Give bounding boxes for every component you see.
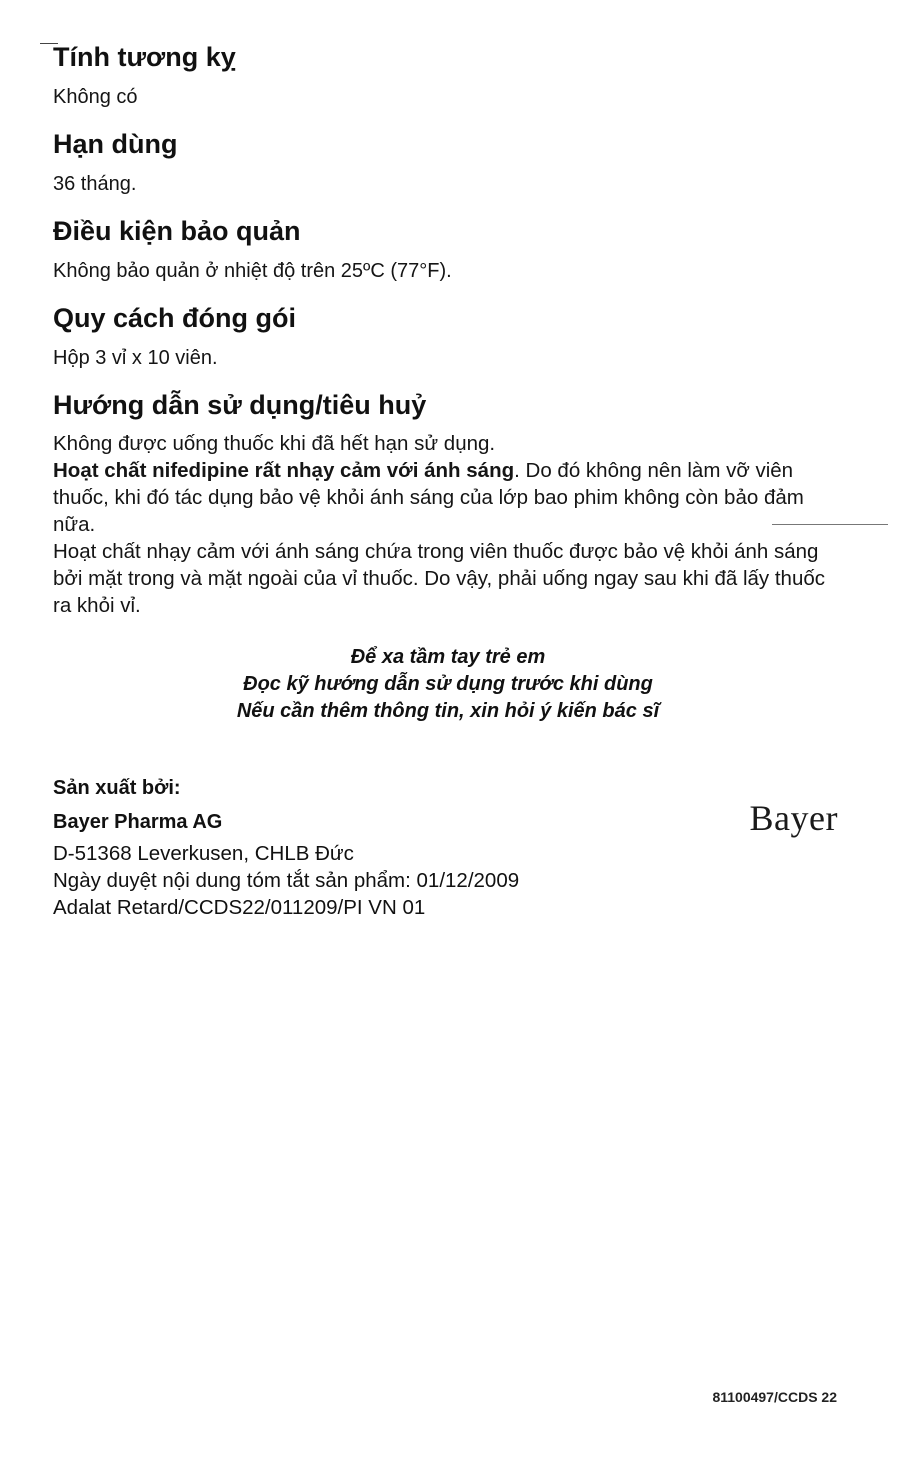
heading-usage-disposal: Hướng dẫn sử dụng/tiêu huỷ xyxy=(53,390,427,420)
warning-children: Để xa tầm tay trẻ em xyxy=(350,646,546,668)
manufacturer-address: D-51368 Leverkusen, CHLB Đức xyxy=(53,842,354,865)
approval-date: Ngày duyệt nội dung tóm tắt sản phẩm: 01/12/2009 xyxy=(53,869,520,892)
manufacturer-block xyxy=(53,776,843,921)
document-code: 81100497/CCDS 22 xyxy=(712,1389,837,1405)
warnings-block xyxy=(53,644,843,725)
text-usage-light-sensitivity xyxy=(53,457,843,538)
text-packaging: Hộp 3 vỉ x 10 viên. xyxy=(53,347,218,369)
text-usage-blister: Hoạt chất nhạy cảm với ánh sáng chứa trong viên thuốc được bảo vệ khỏi ánh sáng bởi mặt trong và mặt ngoài của vỉ thuốc. Do vậy, phải uống ngay sau khi đã lấy thuốc ra khỏi vỉ. xyxy=(53,540,826,617)
heading-storage: Điều kiện bảo quản xyxy=(53,216,301,246)
heading-shelf-life: Hạn dùng xyxy=(53,129,178,159)
warning-ask-doctor: Nếu cần thêm thông tin, xin hỏi ý kiến bác sĩ xyxy=(236,700,660,722)
warning-read-instructions: Đọc kỹ hướng dẫn sử dụng trước khi dùng xyxy=(243,673,653,695)
heading-incompatibility: Tính tương kỵ xyxy=(53,42,236,72)
leaflet-content xyxy=(53,40,843,725)
text-usage-expiry: Không được uống thuốc khi đã hết hạn sử dụng. xyxy=(53,432,496,455)
text-shelf-life: 36 tháng. xyxy=(53,173,137,195)
manufacturer-label: Sản xuất bởi: xyxy=(53,777,181,799)
bayer-logo: Bayer xyxy=(749,798,838,838)
text-storage: Không bảo quản ở nhiệt độ trên 25ºC (77°F). xyxy=(53,260,452,282)
text-usage-light-rest: . Do đó không nên làm vỡ viên thuốc, khi đó tác dụng bảo vệ khỏi ánh sáng của lớp bao phim không còn bảo đảm nữa. xyxy=(53,459,804,536)
text-incompatibility: Không có xyxy=(53,86,138,108)
heading-packaging: Quy cách đóng gói xyxy=(53,303,297,333)
text-usage-light-bold: Hoạt chất nifedipine rất nhạy cảm với ánh sáng xyxy=(53,459,515,482)
document-reference: Adalat Retard/CCDS22/011209/PI VN 01 xyxy=(53,896,426,919)
manufacturer-company: Bayer Pharma AG xyxy=(53,811,223,833)
